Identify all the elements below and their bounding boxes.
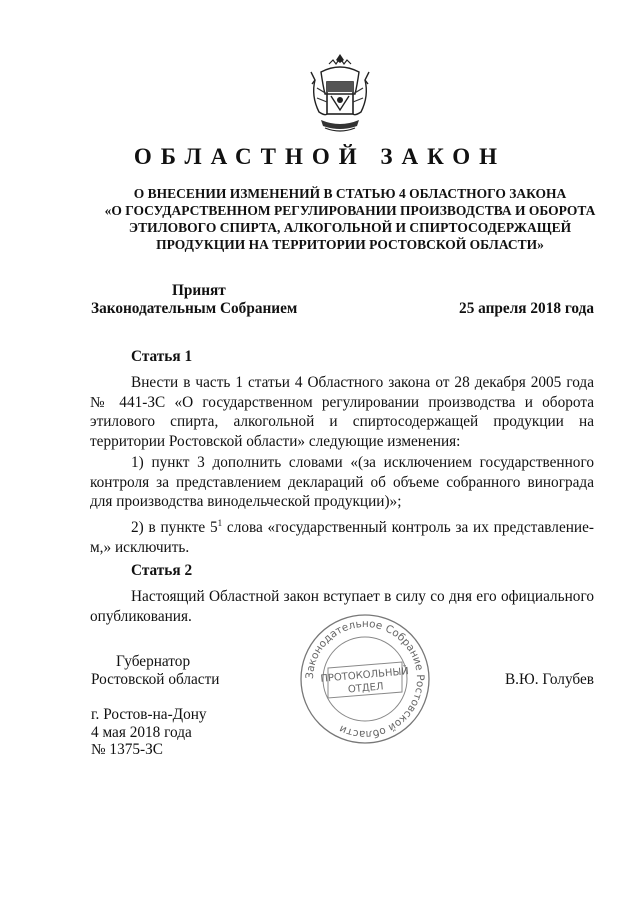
article-1-item-2 <box>90 514 594 557</box>
coat-of-arms-icon <box>307 52 373 138</box>
article-2-paragraph: Настоящий Областной закон вступает в силу со дня его официального опубликования. <box>90 588 594 625</box>
item-2-text-end: слова «государственный контроль за их представлением,» исключить. <box>90 519 595 556</box>
article-1-item-1: 1) пункт 3 дополнить словами «(за исключением государственного контроля за представлением деклараций об объеме собранного винограда для производства винодельческой продукции)»; <box>90 454 594 510</box>
signing-date: 4 мая 2018 года <box>91 723 192 741</box>
governor-region: Ростовской области <box>91 671 220 688</box>
seal-inner-line-1: ПРОТОКОЛЬНЫЙ <box>320 666 410 685</box>
governor-title: Губернатор <box>116 653 191 670</box>
article-2-heading: Статья 2 <box>131 562 193 579</box>
adopted-date: 25 апреля 2018 года <box>459 300 594 317</box>
adopted-body: Законодательным Собранием <box>91 300 298 317</box>
subject-line: О ВНЕСЕНИИ ИЗМЕНЕНИЙ В СТАТЬЮ 4 ОБЛАСТНОГО ЗАКОНА <box>133 186 567 201</box>
law-number: № 1375-ЗС <box>91 741 163 758</box>
item-2-text-start: 2) в пункте 5 <box>131 519 218 537</box>
city: г. Ростов-на-Дону <box>91 706 207 723</box>
law-title: ОБЛАСТНОЙ ЗАКОН <box>133 144 507 169</box>
subject-line: «О ГОСУДАРСТВЕННОМ РЕГУЛИРОВАНИИ ПРОИЗВОДСТВА И ОБОРОТА <box>104 203 596 218</box>
subject-line: ЭТИЛОВОГО СПИРТА, АЛКОГОЛЬНОЙ И СПИРТОСОДЕРЖАЩЕЙ <box>128 220 572 235</box>
article-1-paragraph: Внести в часть 1 статьи 4 Областного закона от 28 декабря 2005 года № 441-ЗС «О государственном регулировании производства и оборота этилового спирта, алкогольной и спиртосодержащей продукции на территории Ростовской области» следующие изменения: <box>90 374 594 450</box>
law-subject <box>60 185 640 253</box>
article-1-heading: Статья 1 <box>131 348 193 365</box>
governor-name: В.Ю. Голубев <box>504 671 594 688</box>
adopted-label: Принят <box>172 282 226 299</box>
item-2-superscript: 1 <box>217 518 223 528</box>
place-and-date <box>91 706 207 759</box>
subject-line: ПРОДУКЦИИ НА ТЕРРИТОРИИ РОСТОВСКОЙ ОБЛАСТИ» <box>156 237 544 252</box>
seal-outer-text: Законодательное Собрание Ростовской области <box>303 617 427 741</box>
protocol-department-seal <box>298 612 432 746</box>
seal-inner-line-2: ОТДЕЛ <box>347 681 384 696</box>
